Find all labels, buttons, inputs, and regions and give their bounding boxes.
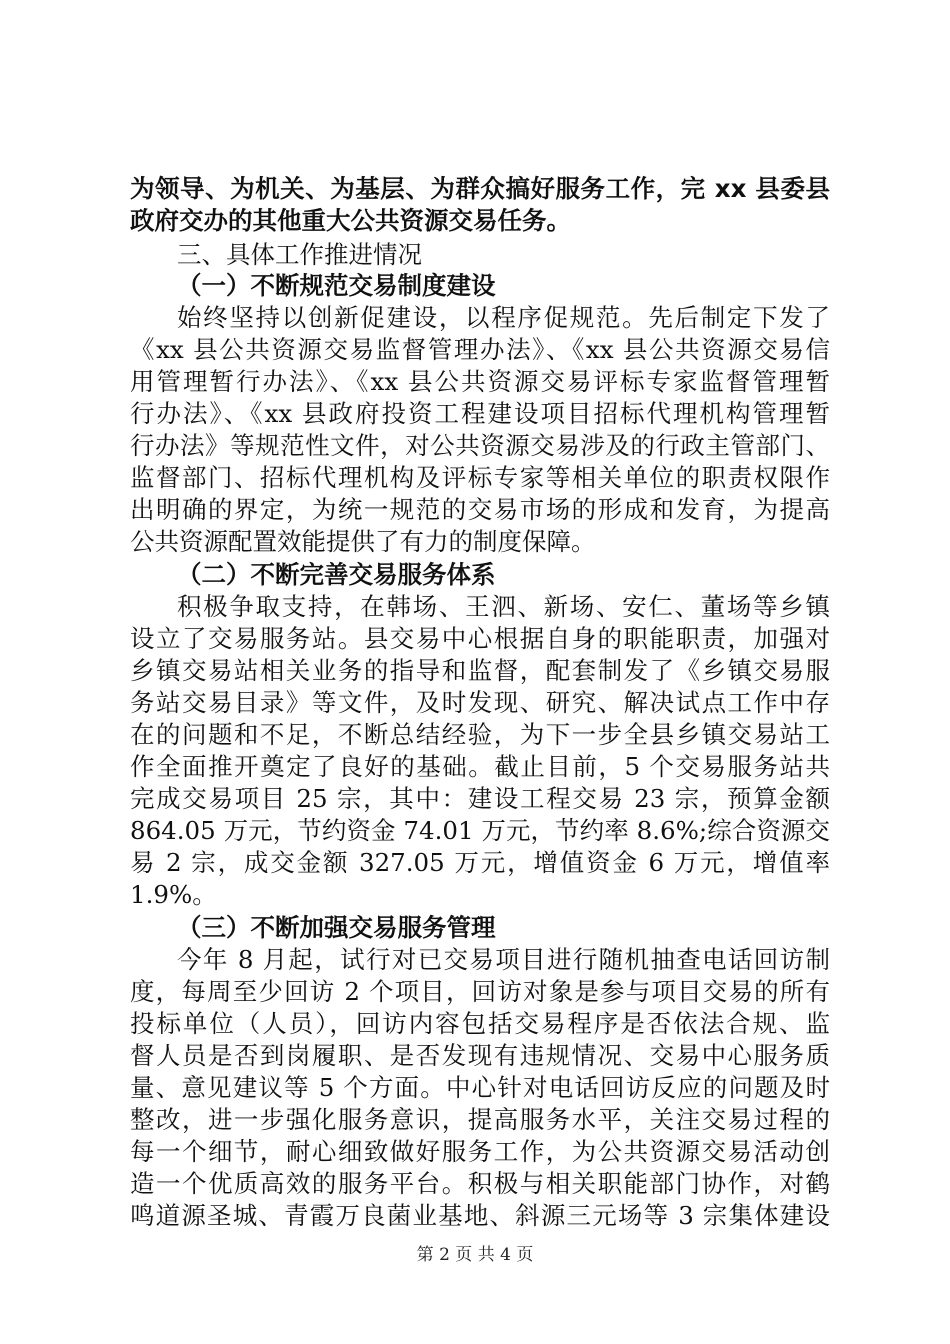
text-line: 始终坚持以创新促建设，以程序促规范。先后制定下发了 <box>177 303 830 332</box>
text-line: 完成交易项目 25 宗，其中：建设工程交易 23 宗，预算金额 <box>130 784 830 813</box>
text-line: 每一个细节，耐心细致做好服务工作，为公共资源交易活动创 <box>130 1137 830 1166</box>
text-line: 鸣道源圣城、青霞万良菌业基地、斜源三元场等 3 宗集体建设 <box>130 1201 830 1230</box>
text-line: 出明确的界定，为统一规范的交易市场的形成和发育，为提高 <box>130 495 830 524</box>
text-line: 务站交易目录》等文件，及时发现、研究、解决试点工作中存 <box>130 688 830 717</box>
text-line: 公共资源配置效能提供了有力的制度保障。 <box>130 527 596 556</box>
text-line: 监督部门、招标代理机构及评标专家等相关单位的职责权限作 <box>130 463 830 492</box>
text-line: 今年 8 月起，试行对已交易项目进行随机抽查电话回访制 <box>177 945 830 974</box>
text-line: 864.05 万元，节约资金 74.01 万元，节约率 8.6%;综合资源交 <box>130 816 830 845</box>
text-line: 行办法》、《xx 县政府投资工程建设项目招标代理机构管理暂 <box>130 399 830 428</box>
text-line: 度，每周至少回访 2 个项目，回访对象是参与项目交易的所有 <box>130 977 830 1006</box>
text-line: 投标单位（人员），回访内容包括交易程序是否依法合规、监 <box>130 1009 830 1038</box>
text-line: 整改，进一步强化服务意识，提高服务水平，关注交易过程的 <box>130 1105 830 1134</box>
text-line: 作全面推开奠定了良好的基础。截止目前，5 个交易服务站共 <box>130 752 830 781</box>
text-line: 政府交办的其他重大公共资源交易任务。 <box>130 206 571 235</box>
subsection-heading: （三）不断加强交易服务管理 <box>177 913 496 942</box>
subsection-heading: （二）不断完善交易服务体系 <box>177 560 496 589</box>
subsection-heading: （一）不断规范交易制度建设 <box>177 271 496 300</box>
text-line: 在的问题和不足，不断总结经验，为下一步全县乡镇交易站工 <box>130 720 830 749</box>
text-line: 造一个优质高效的服务平台。积极与相关职能部门协作，对鹤 <box>130 1169 830 1198</box>
text-line: 1.9%。 <box>130 880 217 909</box>
text-line: 乡镇交易站相关业务的指导和监督，配套制发了《乡镇交易服 <box>130 656 830 685</box>
text-line: 督人员是否到岗履职、是否发现有违规情况、交易中心服务质 <box>130 1041 830 1070</box>
text-line: 行办法》等规范性文件，对公共资源交易涉及的行政主管部门、 <box>130 431 830 460</box>
text-line: 量、意见建议等 5 个方面。中心针对电话回访反应的问题及时 <box>130 1073 830 1102</box>
text-line: 设立了交易服务站。县交易中心根据自身的职能职责，加强对 <box>130 624 830 653</box>
section-heading: 三、具体工作推进情况 <box>177 240 422 269</box>
text-line: 《xx 县公共资源交易监督管理办法》、《xx 县公共资源交易信 <box>130 335 830 364</box>
page-footer: 第 2 页 共 4 页 <box>416 1245 534 1265</box>
text-line: 用管理暂行办法》、《xx 县公共资源交易评标专家监督管理暂 <box>130 367 830 396</box>
text-line: 积极争取支持，在韩场、王泗、新场、安仁、董场等乡镇 <box>177 592 830 621</box>
text-line: 为领导、为机关、为基层、为群众搞好服务工作，完 xx 县委县 <box>130 174 830 203</box>
text-line: 易 2 宗，成交金额 327.05 万元，增值资金 6 万元，增值率 <box>130 848 830 877</box>
